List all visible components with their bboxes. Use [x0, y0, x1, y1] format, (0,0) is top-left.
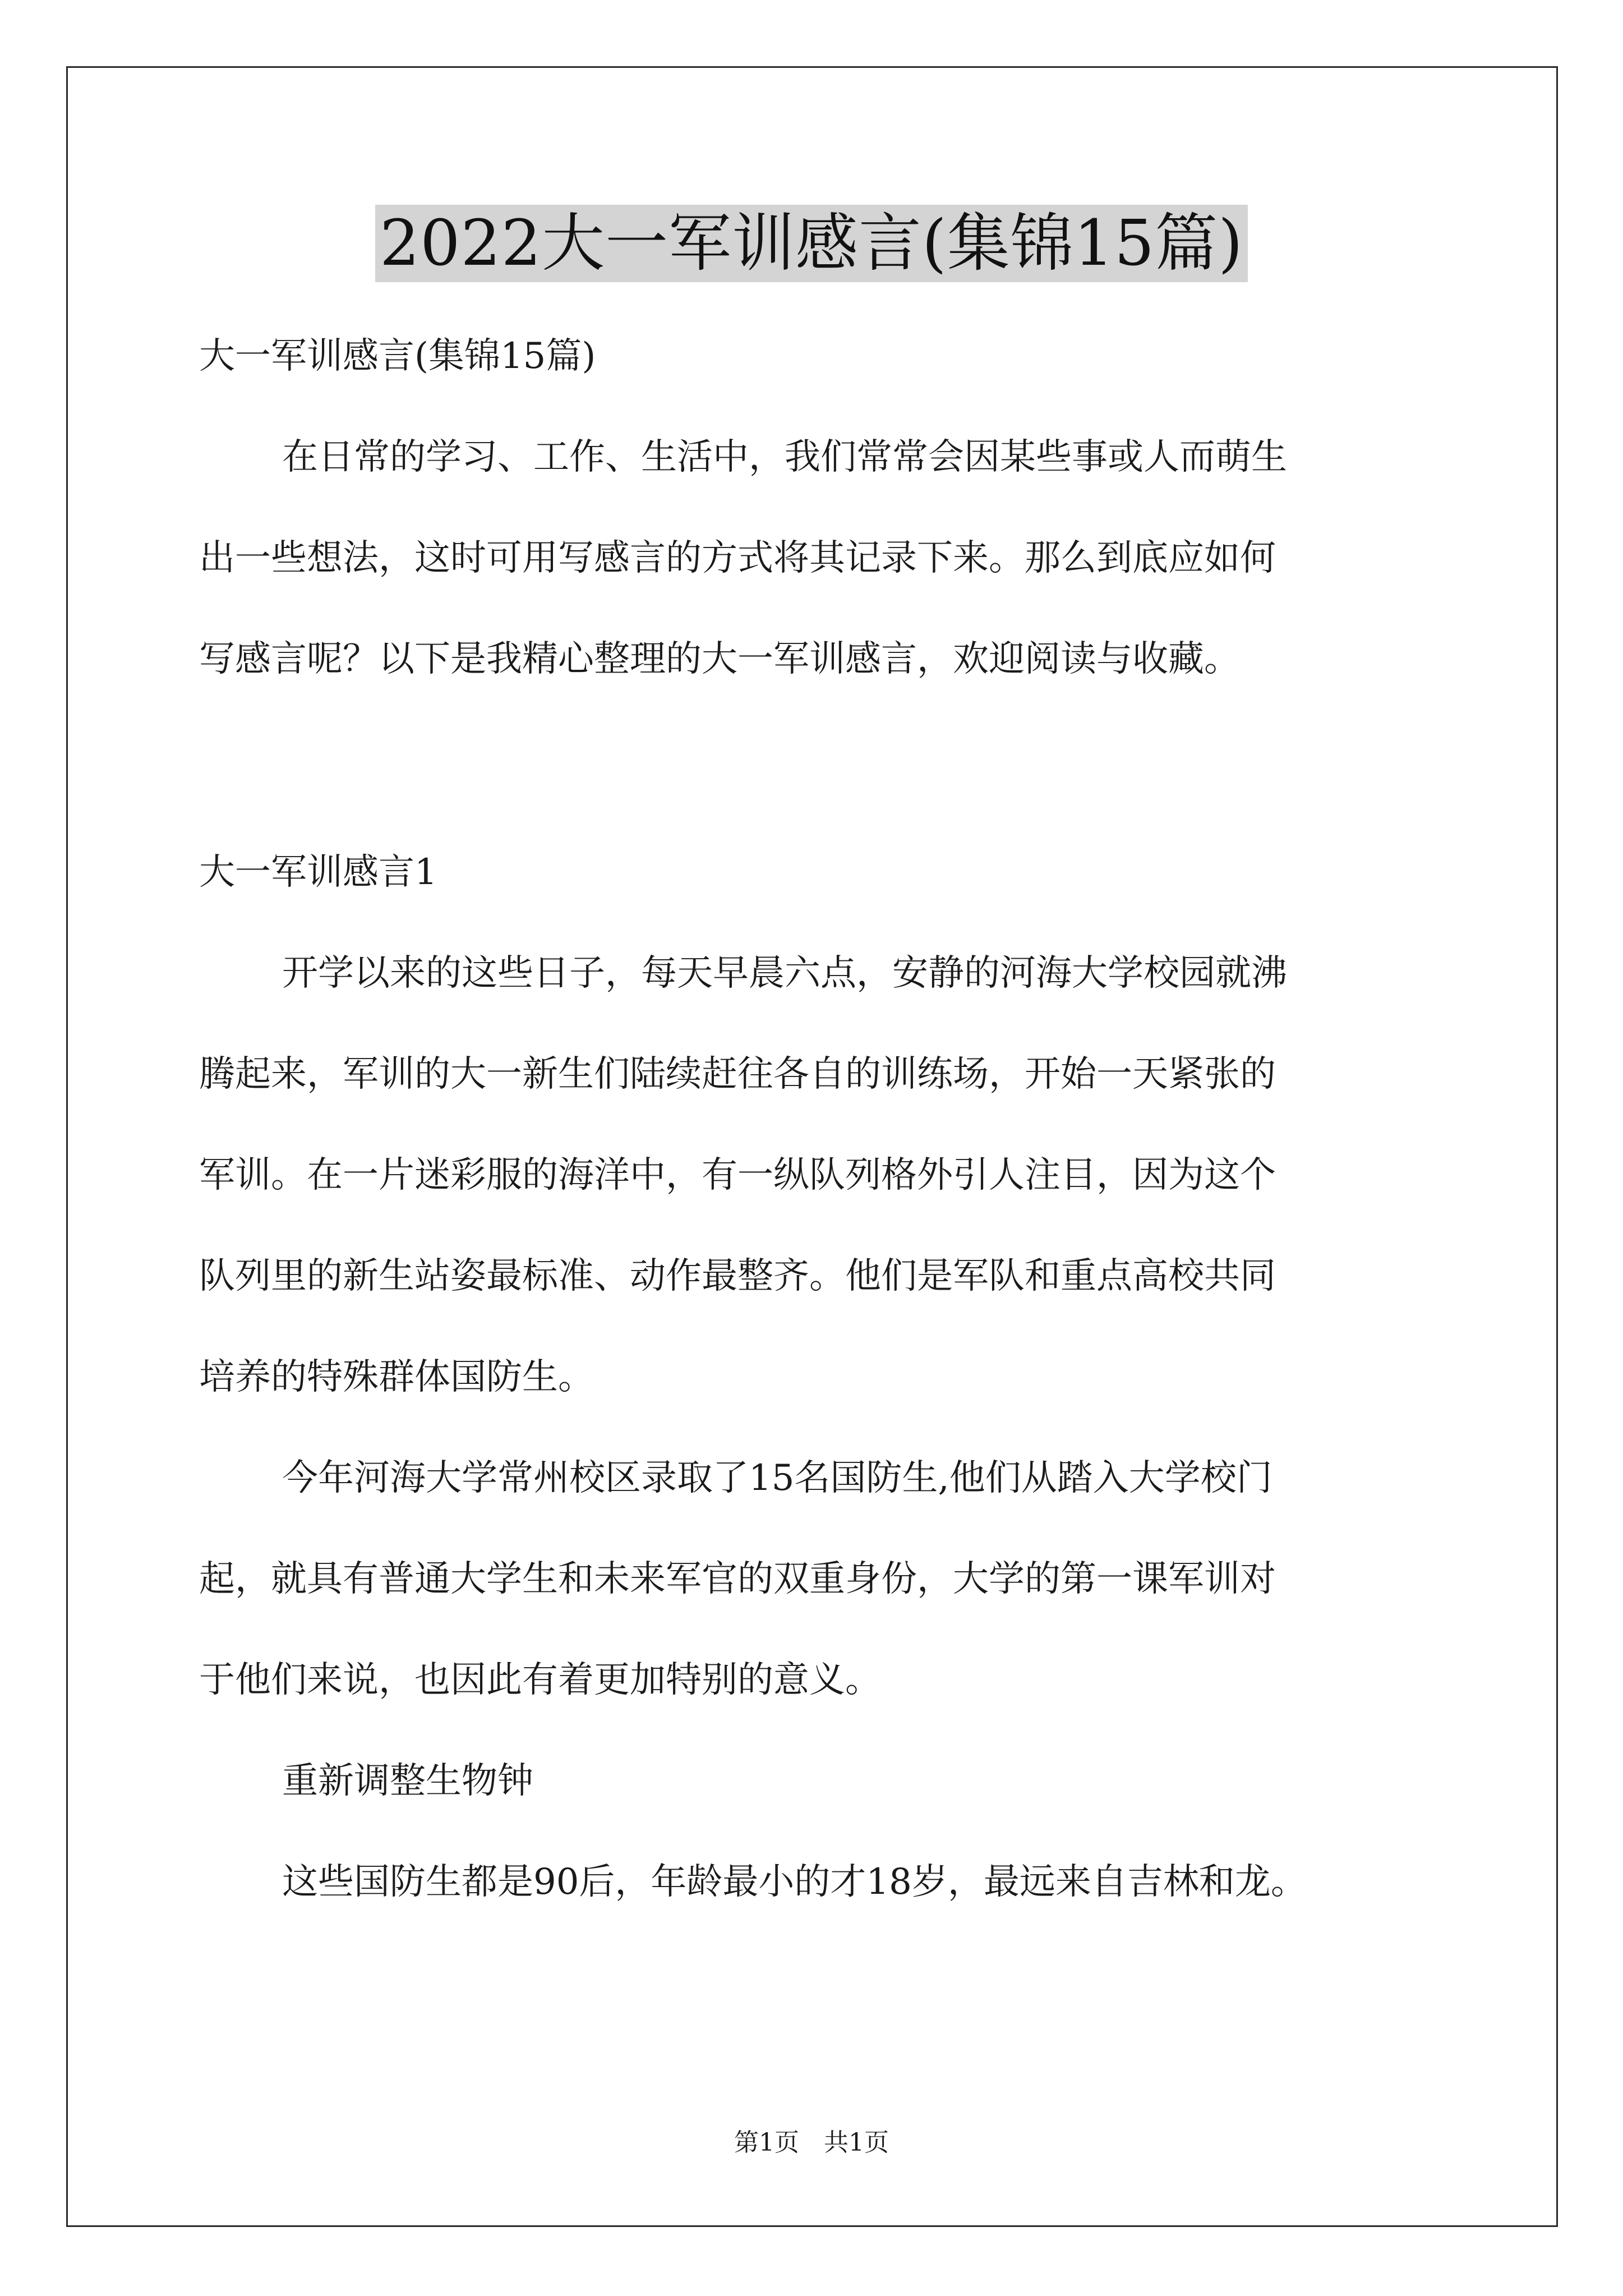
document-title: 2022大一军训感言(集锦15篇) — [375, 205, 1248, 282]
title-wrapper — [0, 205, 1623, 282]
intro-line: 在日常的学习、工作、生活中，我们常常会因某些事或人而萌生 — [282, 436, 1287, 478]
paragraph2-line: 今年河海大学常州校区录取了15名国防生,他们从踏入大学校门 — [282, 1457, 1272, 1499]
section-heading: 大一军训感言1 — [199, 852, 437, 893]
intro-line: 写感言呢？以下是我精心整理的大一军训感言，欢迎阅读与收藏。 — [199, 638, 1240, 680]
paragraph1-line: 腾起来，军训的大一新生们陆续赶往各自的训练场，开始一天紧张的 — [199, 1053, 1276, 1095]
paragraph1-line: 队列里的新生站姿最标准、动作最整齐。他们是军队和重点高校共同 — [199, 1255, 1276, 1297]
page-footer: 第1页 共1页 — [734, 2128, 889, 2157]
paragraph2-line: 于他们来说，也因此有着更加特别的意义。 — [199, 1659, 881, 1701]
section-spacer — [199, 710, 1427, 822]
paragraph3-line: 这些国防生都是90后，年龄最小的才18岁，最远来自吉林和龙。 — [282, 1861, 1307, 1903]
document-subtitle: 大一军训感言(集锦15篇) — [199, 335, 596, 377]
paragraph1-line: 培养的特殊群体国防生。 — [199, 1356, 594, 1398]
paragraph1-line: 开学以来的这些日子，每天早晨六点，安静的河海大学校园就沸 — [282, 953, 1287, 994]
paragraph1-line: 军训。在一片迷彩服的海洋中，有一纵队列格外引人注目，因为这个 — [199, 1154, 1276, 1196]
paragraph2-line: 起，就具有普通大学生和未来军官的双重身份，大学的第一课军训对 — [199, 1558, 1276, 1600]
intro-line: 出一些想法，这时可用写感言的方式将其记录下来。那么到底应如何 — [199, 537, 1276, 579]
subheading: 重新调整生物钟 — [282, 1760, 533, 1802]
document-body — [199, 306, 1427, 1932]
